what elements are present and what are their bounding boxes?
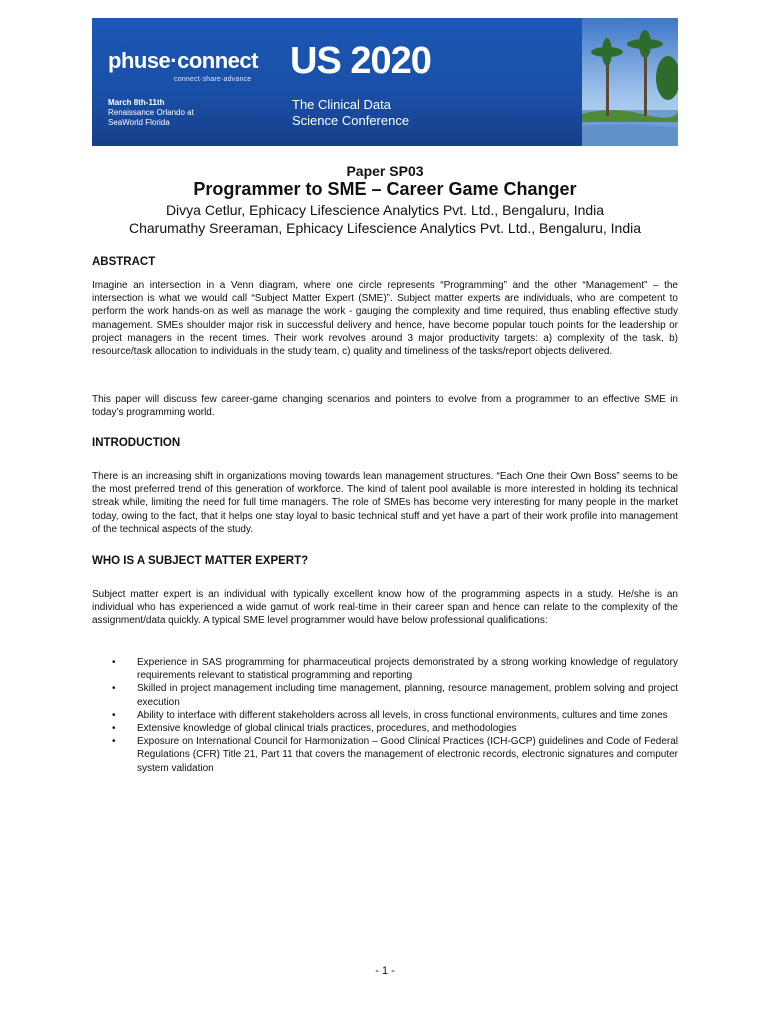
palm-trees-photo xyxy=(582,18,678,146)
bullet-icon: • xyxy=(112,736,116,748)
conference-year: US 2020 xyxy=(290,40,431,82)
list-item xyxy=(112,709,678,722)
bullet-icon: • xyxy=(112,723,116,735)
author-line-2: Charumathy Sreeraman, Ephicacy Lifescience Analytics Pvt. Ltd., Bengaluru, India xyxy=(128,220,642,236)
bullet-icon: • xyxy=(112,709,116,721)
bullet-icon: • xyxy=(112,657,116,668)
introduction-paragraph: There is an increasing shift in organizations moving towards lean management structures. “Each One their Own Boss” seems to be the most preferred trend of this generation of workforce. The kind of talent pool available is more interested in holding its technical streak while, limiting the need for full time managers. The role of SMEs has become very interesting for many people in the market today, owing to the fact, that it helps one stay loyal to basic technical stuff and yet have a part of their work profile into management of the technical aspects of the study. xyxy=(92,471,678,535)
author-line-1: Divya Cetlur, Ephicacy Lifescience Analytics Pvt. Ltd., Bengaluru, India xyxy=(165,202,605,218)
phuse-connect-logo: phuse·connect xyxy=(108,48,258,73)
introduction-heading: INTRODUCTION xyxy=(92,437,181,449)
abstract-heading: ABSTRACT xyxy=(92,256,156,268)
list-item xyxy=(112,682,678,708)
dates-text: March 8th-11th xyxy=(108,98,165,107)
list-item xyxy=(112,722,678,735)
sme-paragraph: Subject matter expert is an individual with typically excellent know how of the programming aspects in a study. He/she is an individual who has experienced a wide gamut of work real-time in their career span and hence can relate to the complexity of the assignment/data quickly. A typical SME level programmer would have below professional qualifications: xyxy=(92,589,678,627)
conference-name-line-1: The Clinical Data xyxy=(292,97,391,112)
conference-banner xyxy=(92,18,678,146)
list-item-text: Experience in SAS programming for pharmaceutical projects demonstrated by a strong working knowledge of regulatory requirements relevant to statistical programming and reporting xyxy=(137,657,678,682)
conference-dates xyxy=(108,98,194,128)
venue-line-1: Renaissance Orlando at xyxy=(108,108,194,117)
conference-name xyxy=(292,97,409,129)
paper-id: Paper SP03 xyxy=(346,163,424,179)
list-item-text: Ability to interface with different stakeholders across all levels, in cross functional environments, cultures and time zones xyxy=(137,709,668,721)
list-item-text: Exposure on International Council for Harmonization – Good Clinical Practices (ICH-GCP) guidelines and Code of Federal Regulations (CFR) Title 21, Part 11 that covers the management of electronic records, electronic signatures and computer system validation xyxy=(137,736,678,774)
list-item xyxy=(112,656,678,682)
paper-title: Programmer to SME – Career Game Changer xyxy=(193,179,577,199)
abstract-paragraph-2: This paper will discuss few career-game changing scenarios and pointers to evolve from a programmer to an effective SME in today’s programming world. xyxy=(92,394,678,419)
list-item xyxy=(112,735,678,775)
page-number: - 1 - xyxy=(375,965,395,977)
abstract-paragraph-1: Imagine an intersection in a Venn diagram, where one circle represents “Programming” and the other “Management” – the intersection is what we would call “Subject Matter Expert (SME)”. Subject matter experts are individuals, who are competent to perform the work hands-on as well as manage the work - gauging the complexity and time required, thus enabling effective study management. SMEs shoulder major risk in successful delivery and hence, have become popular touch points for the leadership or project managers in the recent times. Their work revolves around 3 major productivity targets: a) complexity of the task, b) resource/task allocation to individuals in the study team, c) quality and timeliness of the tasks/report objects delivered. xyxy=(92,280,678,358)
conference-name-line-2: Science Conference xyxy=(292,113,410,128)
venue-line-2: SeaWorld Florida xyxy=(108,118,170,127)
logo-tagline: connect·share·advance xyxy=(174,76,252,83)
list-item-text: Skilled in project management including time management, planning, resource management, problem solving and project execution xyxy=(137,683,678,708)
qualifications-list xyxy=(112,656,678,775)
sme-heading: WHO IS A SUBJECT MATTER EXPERT? xyxy=(92,555,309,567)
bullet-icon: • xyxy=(112,683,116,695)
list-item-text: Extensive knowledge of global clinical trials practices, procedures, and methodologies xyxy=(137,723,517,735)
